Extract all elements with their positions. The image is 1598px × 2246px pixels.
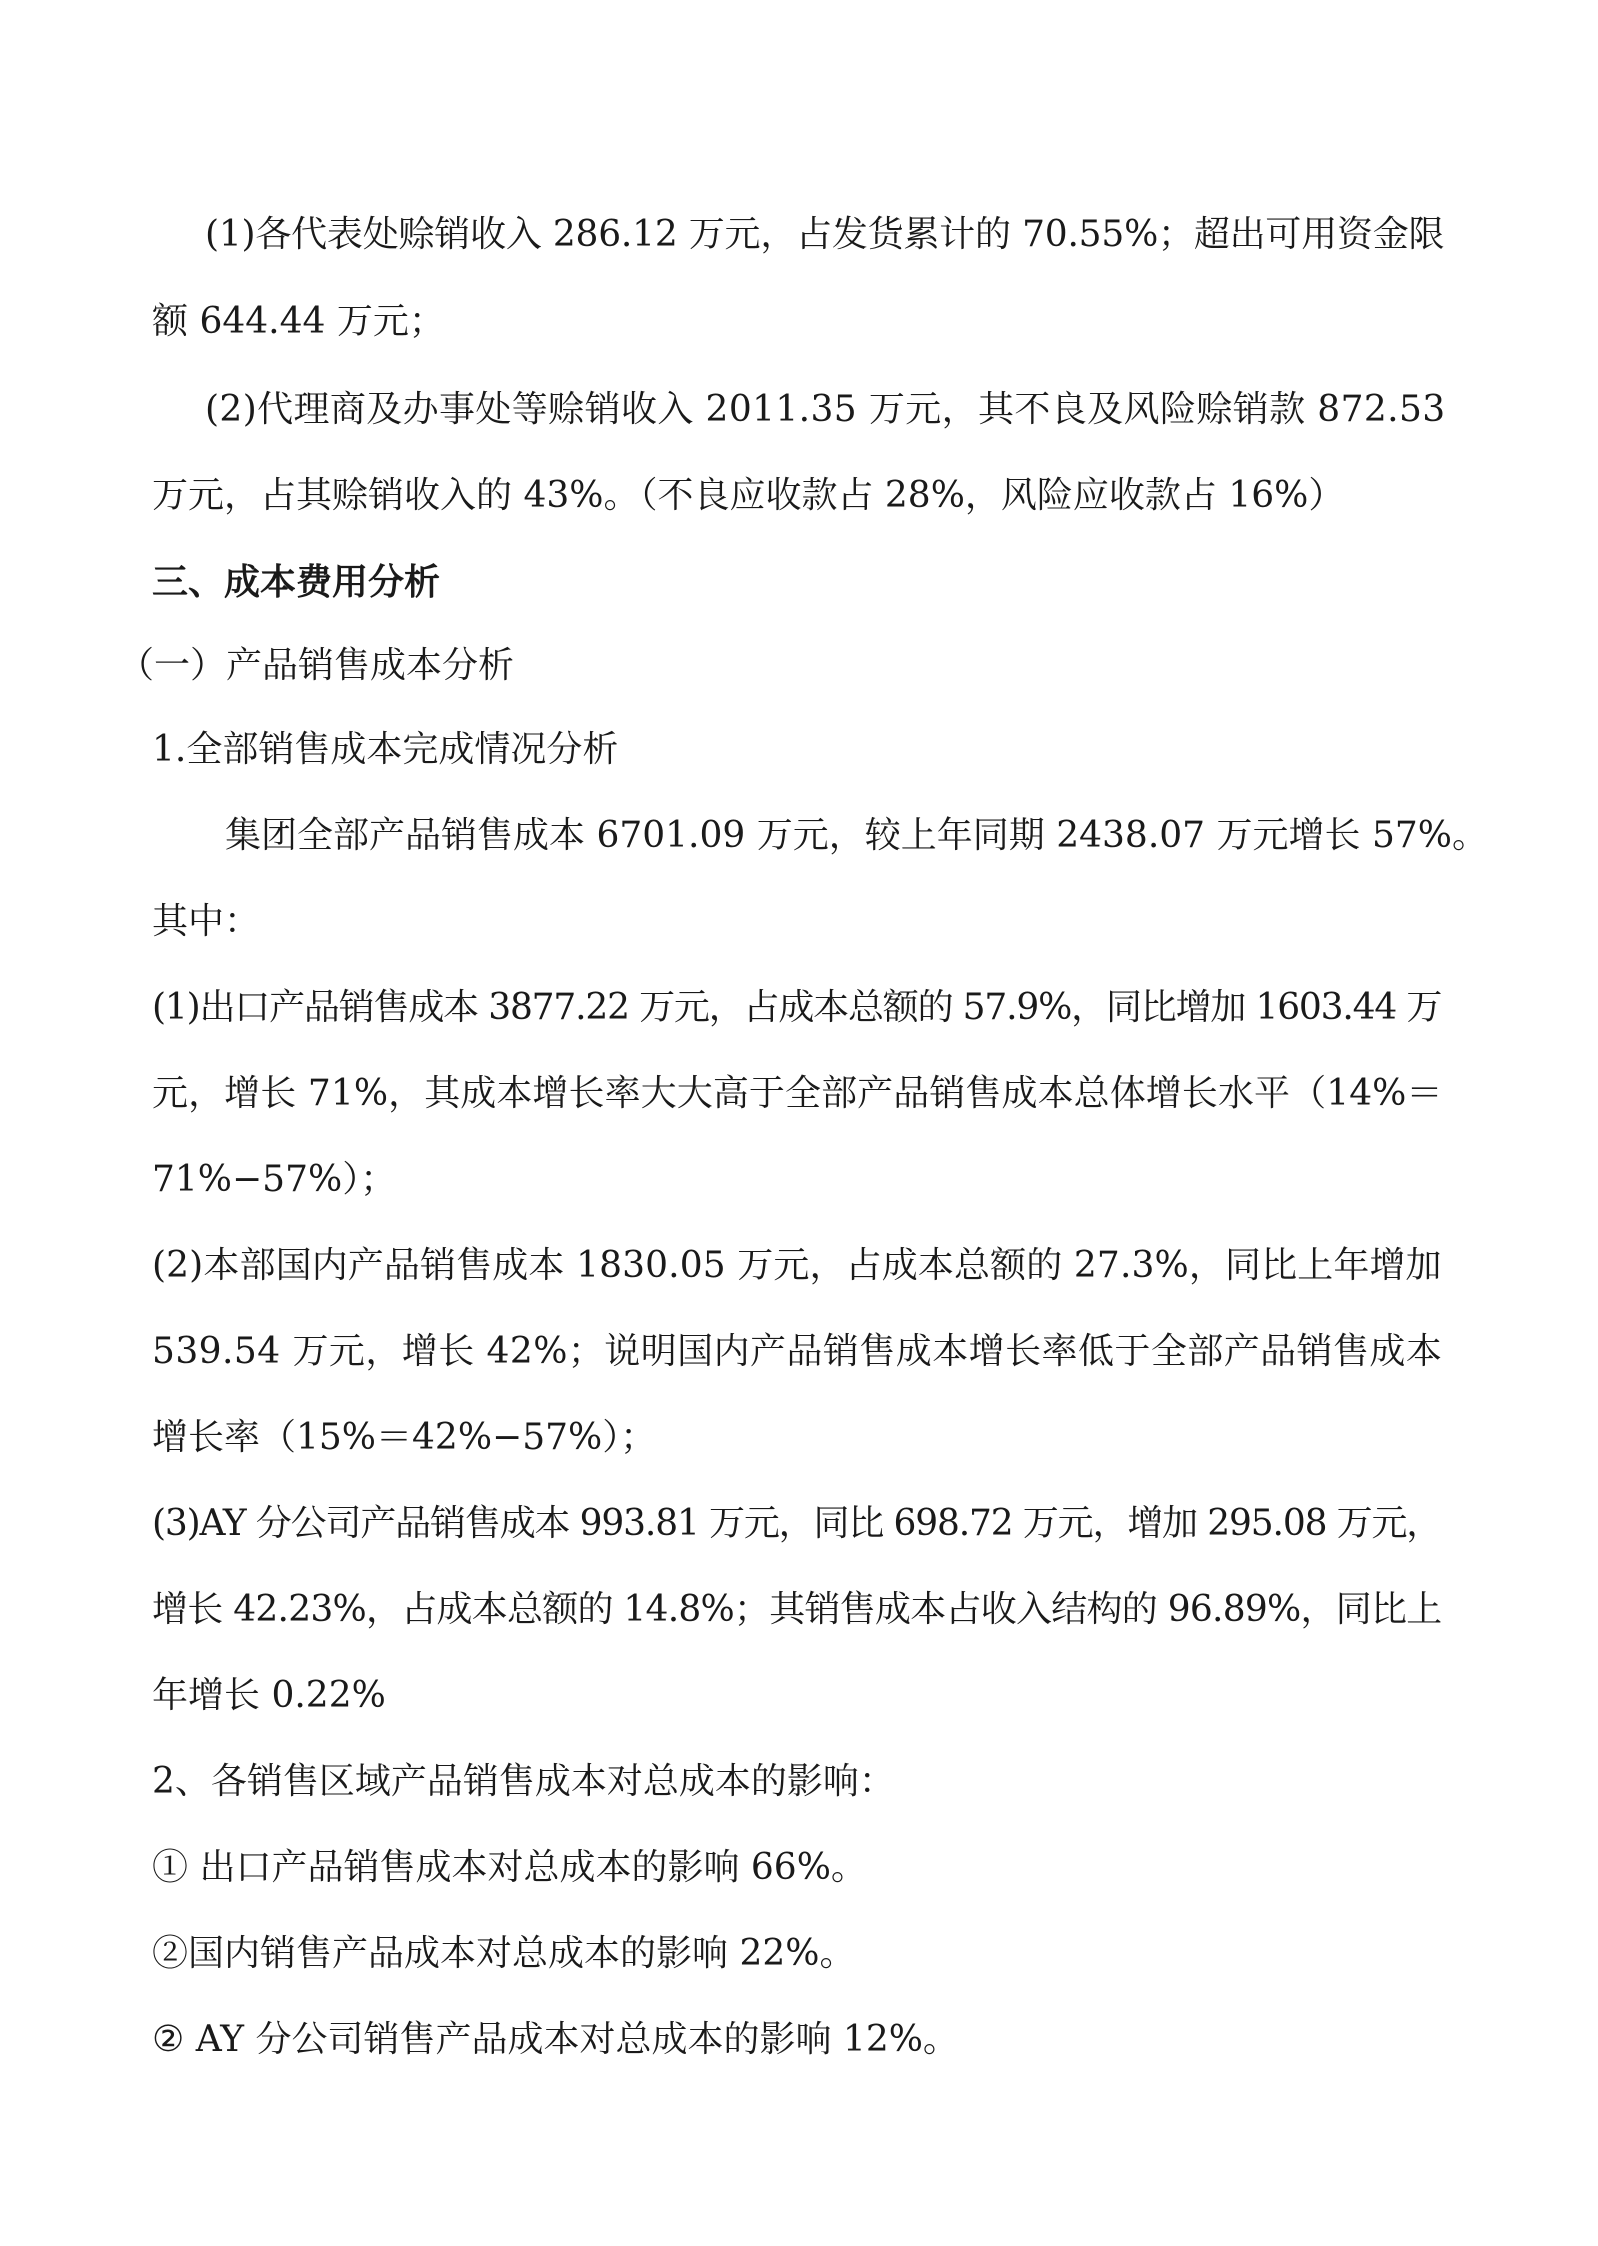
item-heading-1: 1.全部销售成本完成情况分析 <box>152 729 619 770</box>
paragraph-line-10: (2)本部国内产品销售成本 1830.05 万元，占成本总额的 27.3%，同比上年增加 <box>152 1245 1442 1286</box>
paragraph-line-1: (1)各代表处赊销收入 286.12 万元，占发货累计的 70.55%；超出可用资金限 <box>205 214 1445 255</box>
list-item-1: ① 出口产品销售成本对总成本的影响 66%。 <box>152 1847 867 1888</box>
paragraph-line-12: 增长率（15%＝42%−57%）； <box>152 1417 657 1458</box>
list-item-3: ② AY 分公司销售产品成本对总成本的影响 12%。 <box>152 2019 959 2060</box>
paragraph-line-15: 年增长 0.22% <box>152 1675 386 1716</box>
paragraph-line-6: 其中： <box>152 901 261 942</box>
paragraph-line-9: 71%−57%）； <box>152 1159 397 1200</box>
paragraph-line-11: 539.54 万元，增长 42%；说明国内产品销售成本增长率低于全部产品销售成本 <box>152 1331 1443 1372</box>
paragraph-line-3: (2)代理商及办事处等赊销收入 2011.35 万元，其不良及风险赊销款 872.53 <box>205 389 1446 430</box>
paragraph-line-14: 增长 42.23%，占成本总额的 14.8%；其销售成本占收入结构的 96.89%，同比上 <box>152 1589 1442 1630</box>
paragraph-line-4: 万元，占其赊销收入的 43%。（不良应收款占 28%，风险应收款占 16%） <box>152 475 1345 516</box>
subsection-heading: （一）产品销售成本分析 <box>118 645 515 686</box>
paragraph-line-8: 元，增长 71%，其成本增长率大大高于全部产品销售成本总体增长水平（14%＝ <box>152 1073 1443 1114</box>
section-heading: 三、成本费用分析 <box>152 561 441 603</box>
item-heading-2: 2、各销售区域产品销售成本对总成本的影响： <box>152 1761 895 1802</box>
paragraph-line-5: 集团全部产品销售成本 6701.09 万元，较上年同期 2438.07 万元增长 57%。 <box>225 815 1488 856</box>
paragraph-line-2: 额 644.44 万元； <box>152 301 445 342</box>
list-item-2: ②国内销售产品成本对总成本的影响 22%。 <box>152 1933 856 1974</box>
paragraph-line-13: (3)AY 分公司产品销售成本 993.81 万元，同比 698.72 万元，增加 295.08 万元， <box>152 1503 1442 1544</box>
paragraph-line-7: (1)出口产品销售成本 3877.22 万元，占成本总额的 57.9%，同比增加 1603.44 万 <box>152 987 1442 1028</box>
